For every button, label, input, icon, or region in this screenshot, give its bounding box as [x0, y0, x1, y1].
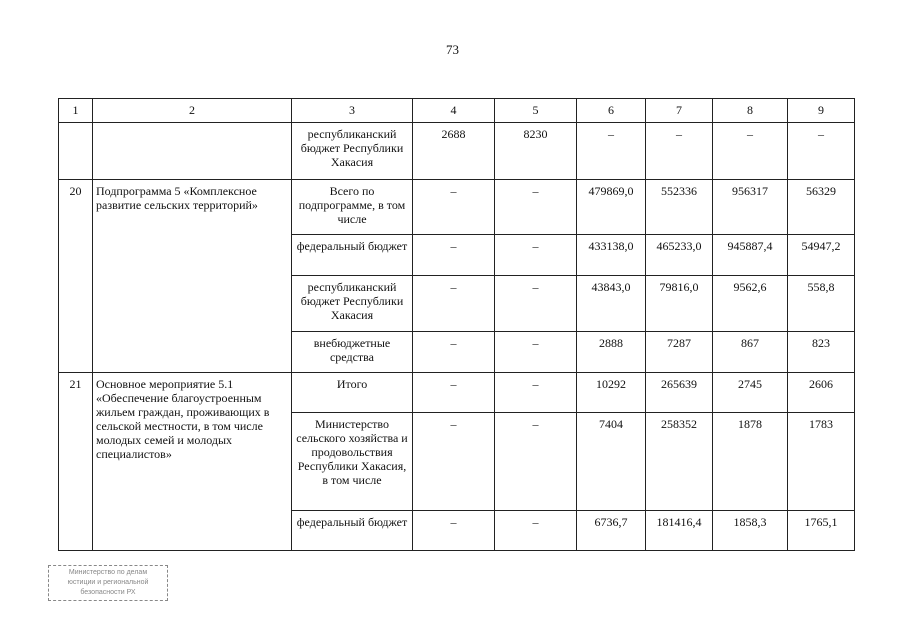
name-cell: Подпрограмма 5 «Комплексное развитие сельских территорий»	[93, 180, 292, 373]
value-cell: –	[713, 123, 788, 180]
header-cell: 1	[59, 99, 93, 123]
value-cell: 6736,7	[577, 511, 646, 551]
value-cell: 8230	[495, 123, 577, 180]
row-number-cell: 21	[59, 373, 93, 551]
page-number: 73	[446, 42, 459, 57]
value-cell: 265639	[646, 373, 713, 413]
name-cell	[93, 123, 292, 180]
value-cell: 867	[713, 332, 788, 373]
value-cell: –	[495, 276, 577, 332]
source-cell: Итого	[292, 373, 413, 413]
value-cell: –	[495, 511, 577, 551]
value-cell: 258352	[646, 413, 713, 511]
stamp-line: Министерство по делам	[68, 569, 148, 576]
value-cell: –	[413, 276, 495, 332]
header-cell: 5	[495, 99, 577, 123]
value-cell: 2745	[713, 373, 788, 413]
table-row	[59, 123, 855, 180]
value-cell: –	[413, 511, 495, 551]
value-cell: 10292	[577, 373, 646, 413]
value-cell: –	[495, 180, 577, 235]
registration-stamp	[48, 565, 168, 601]
value-cell: 1858,3	[713, 511, 788, 551]
value-cell: 552336	[646, 180, 713, 235]
value-cell: 7287	[646, 332, 713, 373]
value-cell: 2688	[413, 123, 495, 180]
value-cell: 1765,1	[788, 511, 855, 551]
value-cell: –	[413, 332, 495, 373]
value-cell: 2606	[788, 373, 855, 413]
value-cell: –	[413, 373, 495, 413]
header-cell: 6	[577, 99, 646, 123]
source-cell: республиканский бюджет Республики Хакасия	[292, 276, 413, 332]
header-cell: 2	[93, 99, 292, 123]
stamp-line: безопасности РХ	[80, 589, 136, 596]
source-cell: Министерство сельского хозяйства и продовольствия Республики Хакасия, в том числе	[292, 413, 413, 511]
name-cell: Основное мероприятие 5.1 «Обеспечение благоустроенным жильем граждан, проживающих в сельской местности, в том числе молодых семей и молодых специалистов»	[93, 373, 292, 551]
header-cell: 7	[646, 99, 713, 123]
value-cell: 433138,0	[577, 235, 646, 276]
header-cell: 9	[788, 99, 855, 123]
stamp-line: юстиции и региональной	[67, 579, 149, 586]
value-cell: –	[413, 413, 495, 511]
value-cell: –	[495, 332, 577, 373]
value-cell: 79816,0	[646, 276, 713, 332]
value-cell: 9562,6	[713, 276, 788, 332]
source-cell: Всего по подпрограмме, в том числе	[292, 180, 413, 235]
value-cell: 181416,4	[646, 511, 713, 551]
value-cell: 1783	[788, 413, 855, 511]
table-row	[59, 373, 855, 413]
source-cell: федеральный бюджет	[292, 511, 413, 551]
value-cell: 945887,4	[713, 235, 788, 276]
header-row	[59, 99, 855, 123]
value-cell: –	[495, 413, 577, 511]
value-cell: 823	[788, 332, 855, 373]
value-cell: –	[495, 235, 577, 276]
header-cell: 8	[713, 99, 788, 123]
value-cell: 479869,0	[577, 180, 646, 235]
value-cell: 2888	[577, 332, 646, 373]
budget-table	[58, 98, 855, 551]
value-cell: –	[788, 123, 855, 180]
value-cell: 54947,2	[788, 235, 855, 276]
source-cell: внебюджетные средства	[292, 332, 413, 373]
value-cell: –	[413, 235, 495, 276]
value-cell: 558,8	[788, 276, 855, 332]
value-cell: –	[646, 123, 713, 180]
value-cell: 56329	[788, 180, 855, 235]
value-cell: 7404	[577, 413, 646, 511]
value-cell: –	[495, 373, 577, 413]
value-cell: –	[413, 180, 495, 235]
row-number-cell	[59, 123, 93, 180]
value-cell: –	[577, 123, 646, 180]
value-cell: 43843,0	[577, 276, 646, 332]
source-cell: федеральный бюджет	[292, 235, 413, 276]
row-number-cell: 20	[59, 180, 93, 373]
value-cell: 956317	[713, 180, 788, 235]
header-cell: 3	[292, 99, 413, 123]
value-cell: 465233,0	[646, 235, 713, 276]
source-cell: республиканский бюджет Республики Хакасия	[292, 123, 413, 180]
table-row	[59, 180, 855, 235]
header-cell: 4	[413, 99, 495, 123]
value-cell: 1878	[713, 413, 788, 511]
